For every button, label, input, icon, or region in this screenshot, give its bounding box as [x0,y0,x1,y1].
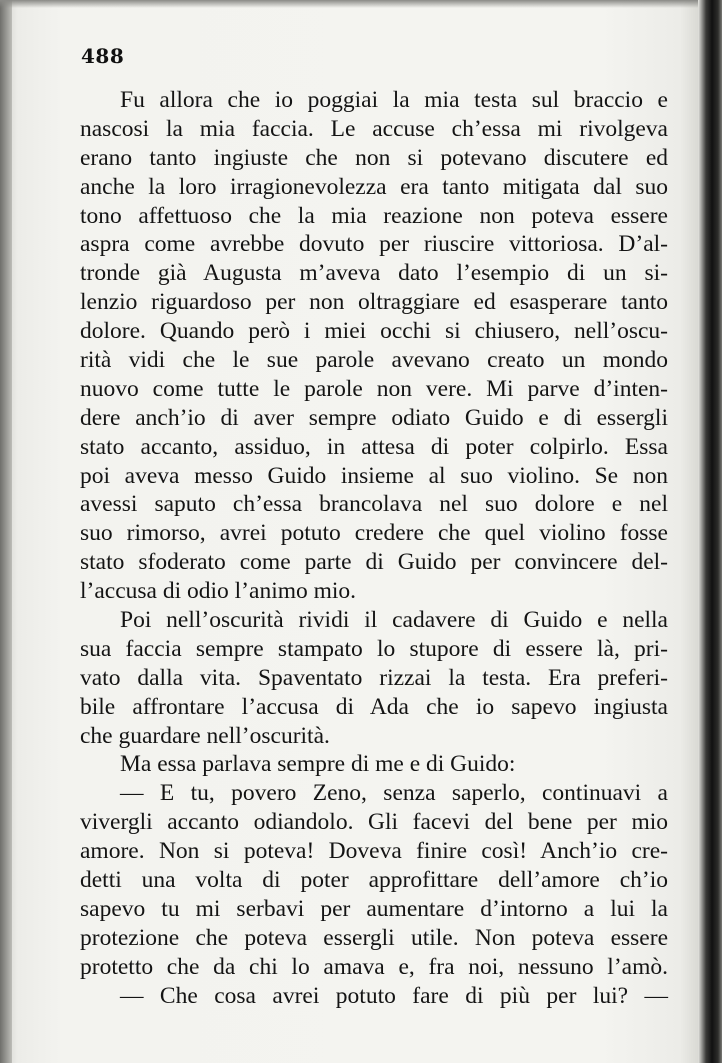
text-line: rità vidi che le sue parole avevano creato un mondo [80,347,668,374]
text-line: stato accanto, assiduo, in attesa di poter colpirlo. Essa [80,433,668,460]
text-line: suo rimorso, avrei potuto credere che quel violino fosse [80,520,668,547]
text-line: — Che cosa avrei potuto fare di più per lui? — [120,982,668,1009]
text-line: lenzio riguardoso per non oltraggiare ed esasperare tanto [80,289,668,316]
text-line: l’accusa di odio l’animo mio. [80,578,357,605]
text-line: avessi saputo ch’essa brancolava nel suo dolore e nel [80,491,668,518]
text-line: dere anch’io di aver sempre odiato Guido e di essergli [80,404,668,431]
text-line: erano tanto ingiuste che non si potevano discutere ed [80,144,668,171]
text-line: Fu allora che io poggiai la mia testa sul braccio e [120,87,668,113]
text-line: vivergli accanto odiandolo. Gli facevi del bene per mio [80,809,668,836]
page-gutter-shadow [0,0,12,1063]
text-line: tono affettuoso che la mia reazione non poteva essere [80,202,668,229]
text-line: vato dalla vita. Spaventato rizzai la testa. Era preferi- [80,664,668,691]
page-number: 488 [81,44,125,68]
text-line: detti una volta di poter approfittare dell’amore ch’io [80,867,668,894]
text-line: protetto che da chi lo amava e, fra noi, nessuno l’amò. [80,953,668,980]
text-line: sua faccia sempre stampato lo stupore di essere là, pri- [80,635,668,662]
text-line: protezione che poteva essergli utile. Non poteva essere [80,924,668,951]
text-line: anche la loro irragionevolezza era tanto mitigata dal suo [80,173,668,200]
text-line: sapevo tu mi serbavi per aumentare d’intorno a lui la [80,895,668,922]
text-line: nuovo come tutte le parole non vere. Mi parve d’inten- [80,375,668,402]
text-line: Ma essa parlava sempre di me e di Guido: [120,751,516,778]
text-line: Poi nell’oscurità rividi il cadavere di Guido e nella [120,607,668,634]
page-top-edge [0,0,722,8]
text-line: che guardare nell’oscurità. [80,722,330,749]
text-line: bile affrontare l’accusa di Ada che io sapevo ingiusta [80,693,668,720]
text-line: aspra come avrebbe dovuto per riuscire vittoriosa. D’al- [80,231,668,258]
body-text [80,86,668,1011]
text-line: stato sfoderato come parte di Guido per convincere del- [80,549,668,576]
text-line: — E tu, povero Zeno, senza saperlo, continuavi a [120,780,668,807]
text-line: amore. Non si poteva! Doveva finire così! Anch’io cre- [80,838,668,865]
text-line: poi aveva messo Guido insieme al suo violino. Se non [80,462,668,489]
text-line: dolore. Quando però i miei occhi si chiusero, nell’oscu- [80,318,668,345]
text-line: nascosi la mia faccia. Le accuse ch’essa mi rivolgeva [80,115,668,142]
page-right-edge [698,0,722,1063]
text-line: tronde già Augusta m’aveva dato l’esempio di un si- [80,260,668,287]
